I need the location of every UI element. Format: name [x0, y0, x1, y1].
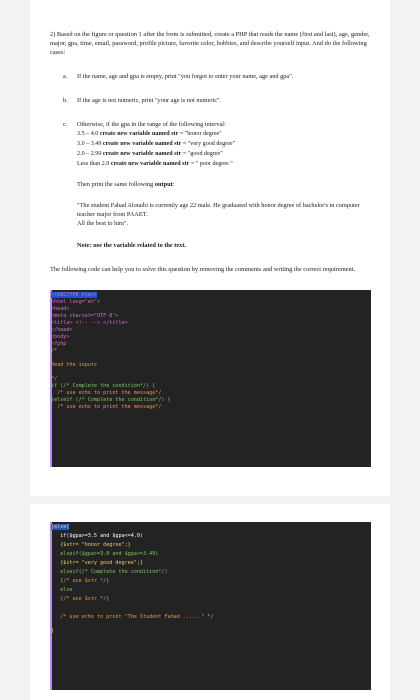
code-line: {/* use $str */}	[51, 596, 110, 602]
output-quote-line2: All the best to him".	[77, 220, 129, 227]
code-line: <body>	[51, 334, 70, 340]
code-line: if($gpa>=3.5 and $gpa<=4.0)	[51, 533, 144, 539]
code-line: {/* use $str */}	[51, 578, 110, 584]
case-a-text: If the name, age and gpa is empty, print "you forgot to enter your name, age and gpa".	[77, 73, 294, 80]
range-row: 3.5 – 4.0 create new variable named str = "honor degree"	[77, 131, 222, 137]
code-line: }else{	[51, 524, 70, 530]
code-line: /* use echo to print the message*/	[51, 390, 162, 396]
code-line: else	[51, 587, 73, 593]
range-row: 3.0 – 3.49 create new variable named str = "very good degree"	[77, 141, 236, 147]
case-c-marker: c.	[63, 121, 68, 128]
question-intro: 2) Based on the figure or question 1 after the form is submitted, create a PHP that reads the name (first and last), age, gender, major, gpa, time, email, password, profile picture, favorite color, hobbies, and describe yourself input. And do the following cases:	[50, 31, 370, 56]
then-print-line: Then print the same following output:	[77, 181, 175, 188]
code-line: <head>	[51, 306, 70, 312]
code-line: <?php	[51, 341, 67, 347]
code-block-1	[50, 290, 371, 467]
code-block-2	[50, 522, 371, 690]
code-line: if (/* Complete the condition*/) {	[51, 383, 156, 389]
code-line: }	[51, 628, 55, 634]
case-b-marker: b.	[63, 97, 68, 104]
code-line: }elseif (/* Complete the condition*/) {	[51, 397, 171, 403]
output-quote: "The student Fahad Alotaibi is currently age 22 male. He graduated with honor degree of bachelor's in computer teacher major from PAAET.	[77, 202, 360, 218]
code-line: </head>	[51, 327, 73, 333]
document-page-1	[30, 0, 390, 496]
code-line: <meta charset="UTF-8">	[51, 313, 119, 319]
case-b-text: If the age is not numeric, print "your age is not numeric".	[77, 97, 222, 104]
case-c-text: Otherwise, if the gpa in the range of the following interval:	[77, 121, 226, 128]
code-line: {$str= "honor degree";}	[51, 542, 131, 548]
code-line: /* use echo to print the message*/	[51, 404, 162, 410]
note-text: Note: use the variable related to the text.	[77, 242, 186, 249]
code-line: elseif(/* Complete the condition*/)	[51, 569, 168, 575]
code-line: /* use echo to print "The Student Fahad ......" */	[51, 614, 214, 620]
code-line: Read the inputs	[51, 362, 98, 368]
code-line: elseif($gpa>=3.0 and $gpa<=3.49)	[51, 551, 159, 557]
code-line: <html lang="en">	[51, 299, 101, 305]
code-line: /*	[51, 348, 58, 354]
case-a-marker: a.	[63, 73, 68, 80]
range-row: Less than 2.0 create new variable named str = " poor degree "	[77, 161, 233, 167]
code-line: <title> <!-- --> </title>	[51, 320, 128, 326]
range-row: 2.0 – 2.99 create new variable named str = "good degree"	[77, 151, 223, 157]
code-line: {$str= "very good degree";}	[51, 560, 144, 566]
help-text: The following code can help you to solve this question by removing the comments and writing the correct requirement.	[50, 266, 356, 273]
document-page-2	[30, 504, 390, 700]
code-line: <!DOCTYPE html>	[51, 292, 98, 298]
code-line: */	[51, 376, 58, 382]
